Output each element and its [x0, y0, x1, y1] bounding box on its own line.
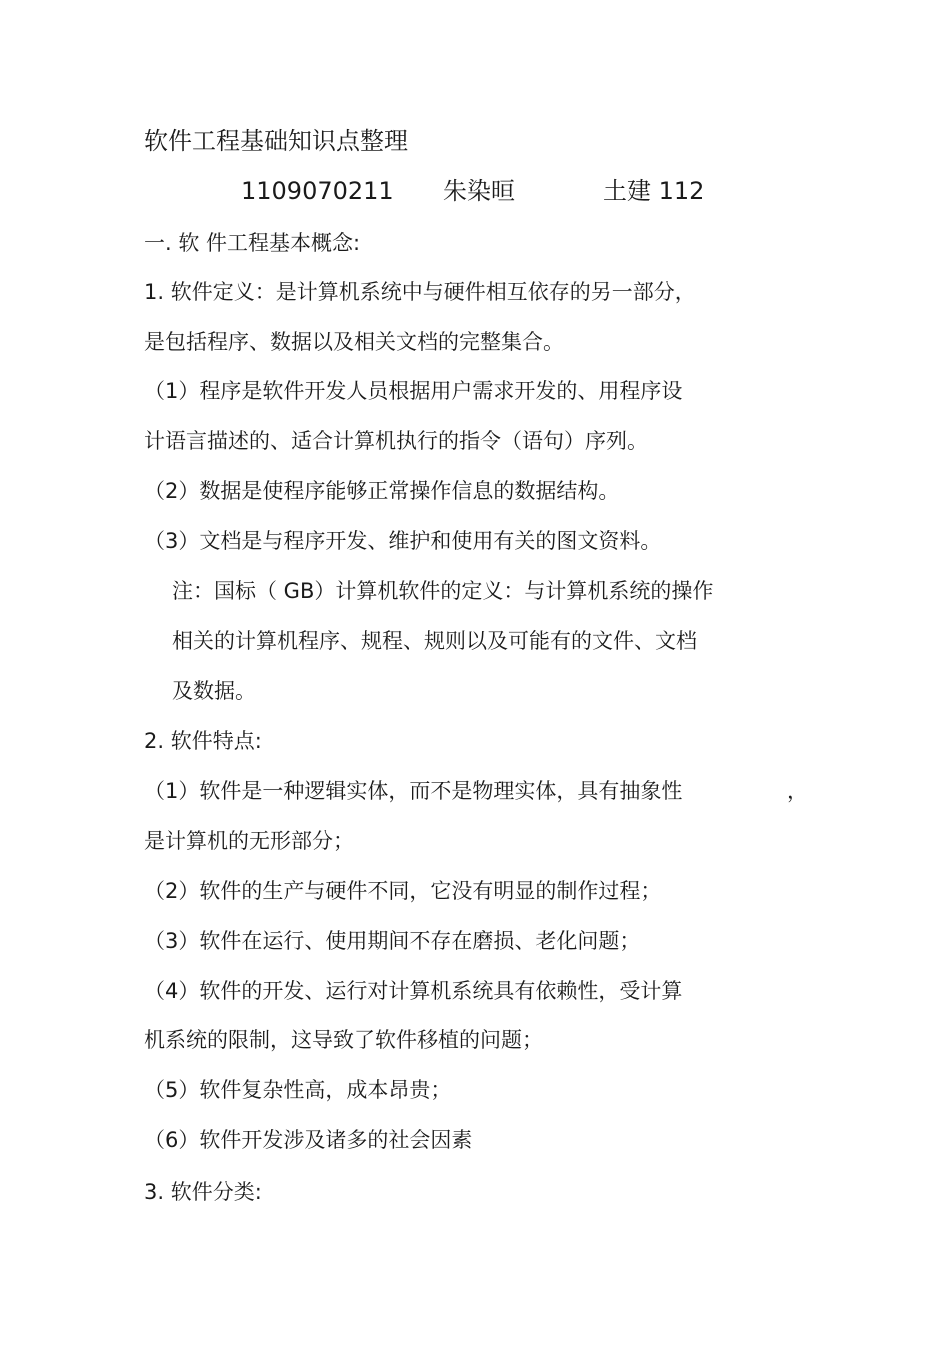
note-line: 相关的计算机程序、规程、规则以及可能有的文件、文档	[172, 629, 697, 653]
body-line: （1）程序是软件开发人员根据用户需求开发的、用程序设	[144, 379, 683, 403]
body-line: （1）软件是一种逻辑实体，而不是物理实体，具有抽象性	[144, 779, 683, 803]
body-line: 1. 软件定义：是计算机系统中与硬件相互依存的另一部分，	[144, 280, 696, 304]
section-heading-2: 2. 软件特点:	[144, 729, 262, 753]
body-line: （2）软件的生产与硬件不同，它没有明显的制作过程；	[144, 879, 662, 903]
body-line: 是包括程序、数据以及相关文档的完整集合。	[144, 330, 564, 354]
body-line: 机系统的限制，这导致了软件移植的问题；	[144, 1028, 543, 1052]
body-line: （4）软件的开发、运行对计算机系统具有依赖性，受计算	[144, 979, 683, 1003]
author-name: 朱染晅	[443, 177, 515, 205]
body-line: （3）软件在运行、使用期间不存在磨损、老化问题；	[144, 929, 641, 953]
note-line: 及数据。	[172, 679, 256, 703]
author-student-id: 1109070211	[241, 177, 394, 205]
body-line: （2）数据是使程序能够正常操作信息的数据结构。	[144, 479, 620, 503]
body-line: 计语言描述的、适合计算机执行的指令（语句）序列。	[144, 429, 648, 453]
section-heading-1: 一. 软 件工程基本概念:	[144, 231, 361, 255]
document-title: 软件工程基础知识点整理	[144, 127, 408, 155]
body-line: （6）软件开发涉及诸多的社会因素	[144, 1128, 473, 1152]
body-line: （3）文档是与程序开发、维护和使用有关的图文资料。	[144, 529, 662, 553]
body-line: 是计算机的无形部分；	[144, 829, 354, 853]
body-line: （5）软件复杂性高，成本昂贵；	[144, 1078, 452, 1102]
author-class: 土建 112	[603, 177, 705, 205]
section-heading-3: 3. 软件分类:	[144, 1180, 262, 1204]
trailing-comma: ，	[787, 779, 808, 803]
note-line: 注：国标（ GB）计算机软件的定义：与计算机系统的操作	[172, 579, 714, 603]
